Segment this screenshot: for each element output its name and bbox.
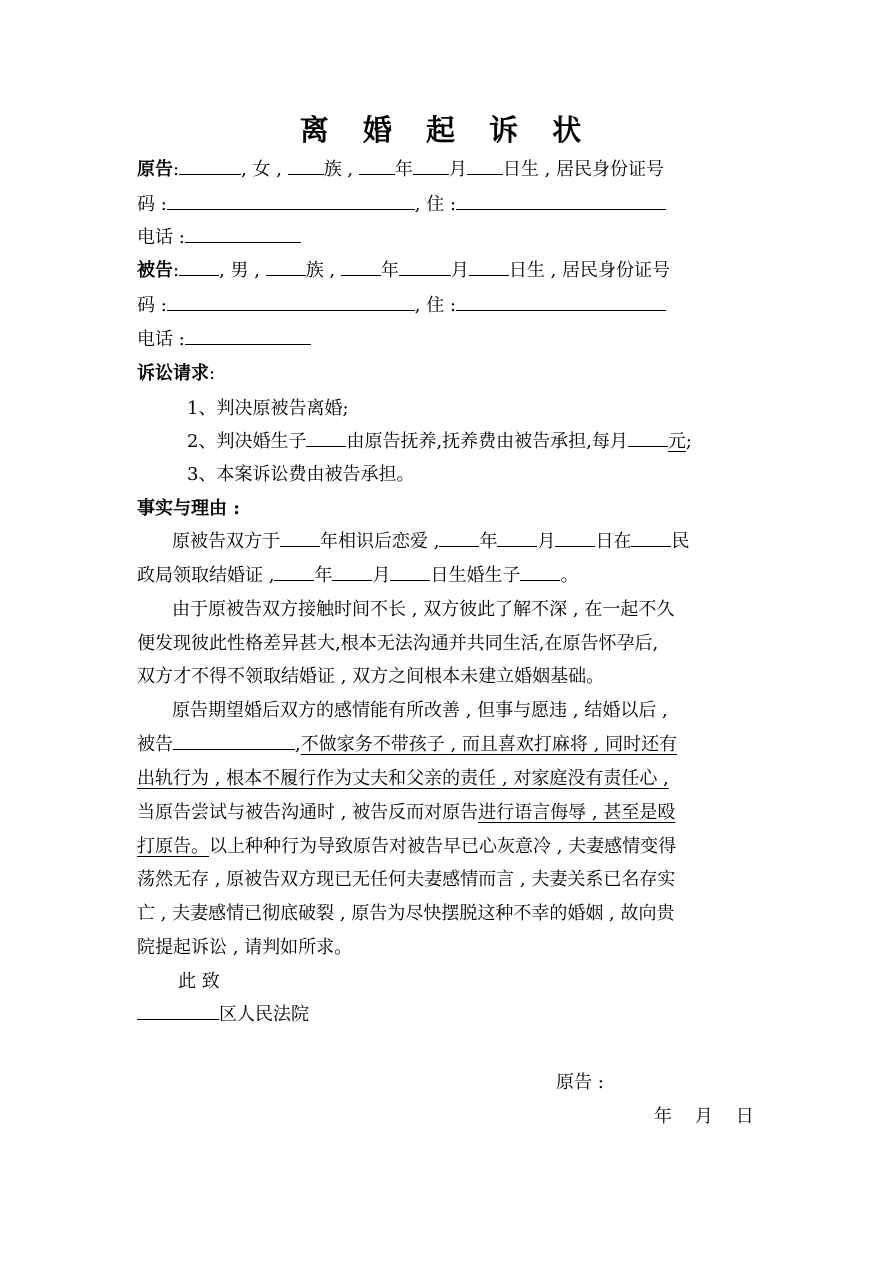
defendant-id-blank: [167, 292, 415, 311]
plaintiff-label: 原告: [137, 159, 173, 180]
child-name-blank: [306, 428, 346, 447]
plaintiff-month-blank: [413, 156, 449, 175]
facts-p3-line1: 原告期望婚后双方的感情能有所改善 , 但事与愿违 , 结婚以后 ,: [172, 700, 668, 721]
plaintiff-line-2: 码 : , 住 :: [137, 188, 777, 222]
defendant-behavior-blank: [173, 731, 295, 750]
defendant-line-2: 码 : , 住 :: [137, 289, 777, 323]
claim-item-3: 3、本案诉讼费由被告承担。: [187, 464, 415, 485]
defendant-day-blank: [469, 257, 509, 276]
facts-p3-line8: 院提起诉讼 , 请判如所求。: [137, 937, 353, 958]
plaintiff-year-blank: [359, 156, 395, 175]
defendant-phone-blank: [185, 326, 311, 345]
facts-heading: 事实与理由 :: [137, 498, 240, 519]
claim-item-1: 1、判决原被告离婚;: [187, 398, 349, 419]
plaintiff-ethnicity-blank: [288, 156, 324, 175]
defendant-address-blank: [456, 292, 666, 311]
facts-p1-line1: 原被告双方于 年相识后恋爱 , 年 月 日在 民: [172, 525, 812, 559]
facts-p2-line3: 双方才不得不领取结婚证 , 双方之间根本未建立婚姻基础。: [137, 666, 605, 687]
facts-p3-line6: 荡然无存 , 原被告双方现已无任何夫妻感情而言 , 夫妻关系已名存实: [137, 869, 676, 890]
plaintiff-name-blank: [179, 156, 241, 175]
facts-p3-line3: 出轨行为 , 根本不履行作为丈夫和父亲的责任 , 对家庭没有责任心 ,: [137, 768, 669, 789]
facts-p3-line4: 当原告尝试与被告沟通时 , 被告反而对原告进行语言侮辱 , 甚至是殴: [137, 802, 676, 823]
signature-date: 年 月 日: [654, 1106, 754, 1127]
defendant-line-3: 电话 :: [137, 323, 777, 357]
court-line: 区人民法院: [137, 998, 777, 1032]
facts-p3-line7: 亡 , 夫妻感情已彻底破裂 , 原告为尽快摆脱这种不幸的婚姻 , 故向贵: [137, 903, 675, 924]
defendant-name-blank: [179, 257, 219, 276]
plaintiff-id-blank: [167, 191, 415, 210]
defendant-year-blank: [341, 257, 381, 276]
signature-label: 原告 :: [556, 1072, 604, 1093]
support-amount-blank: [628, 428, 668, 447]
defendant-ethnicity-blank: [266, 257, 306, 276]
court-name-blank: [137, 1001, 219, 1020]
facts-p1-line2: 政局领取结婚证 , 年 月 日生婚生子 。: [137, 559, 777, 593]
plaintiff-line-1: 原告: , 女 , 族 , 年 月 日生 , 居民身份证号: [137, 153, 777, 187]
facts-p2-line1: 由于原被告双方接触时间不长 , 双方彼此了解不深 , 在一起不久: [172, 599, 675, 620]
claims-heading: 诉讼请求:: [137, 363, 216, 384]
facts-p2-line2: 便发现彼此性格差异甚大,根本无法沟通并共同生活,在原告怀孕后,: [137, 633, 659, 654]
plaintiff-address-blank: [456, 191, 666, 210]
plaintiff-line-3: 电话 :: [137, 221, 777, 255]
plaintiff-day-blank: [467, 156, 503, 175]
plaintiff-phone-blank: [185, 224, 301, 243]
defendant-month-blank: [399, 257, 451, 276]
defendant-label: 被告: [137, 260, 173, 281]
facts-p3-line2: 被告 ,不做家务不带孩子 , 而且喜欢打麻将 , 同时还有: [137, 728, 777, 762]
document-title: 离 婚 起 诉 状: [299, 113, 594, 147]
claim-item-2: 2、判决婚生子 由原告抚养,抚养费由被告承担,每月 元;: [187, 425, 827, 459]
facts-p3-line5: 打原告。以上种种行为导致原告对被告早已心灰意冷 , 夫妻感情变得: [137, 836, 677, 857]
defendant-line-1: 被告: , 男 , 族 , 年 月 日生 , 居民身份证号: [137, 254, 777, 288]
closing-salute: 此 致: [178, 971, 220, 992]
